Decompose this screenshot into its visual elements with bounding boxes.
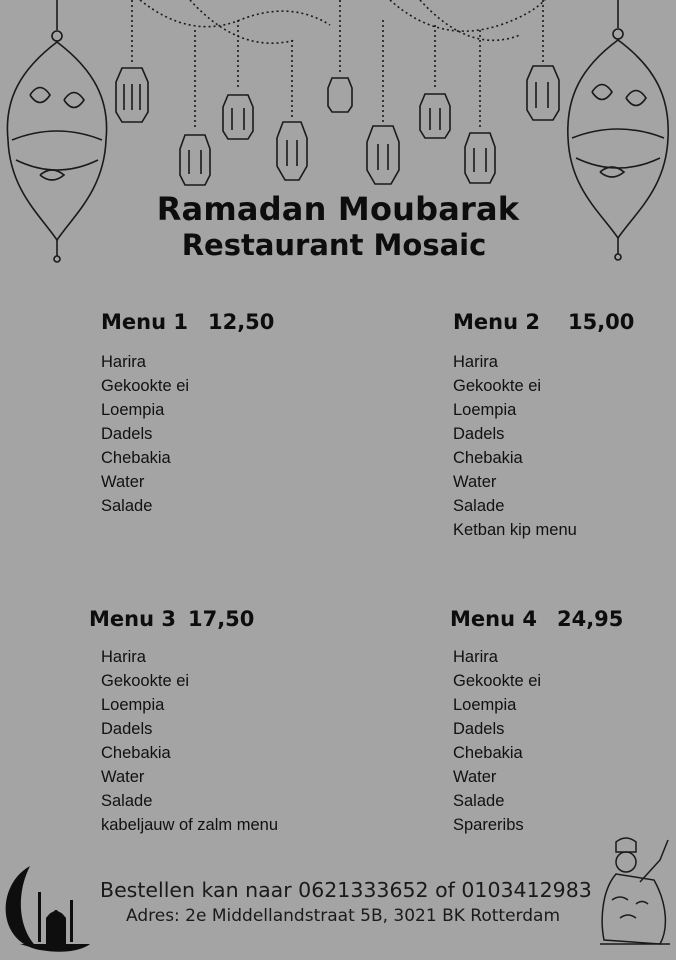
list-item: Gekookte ei	[101, 672, 190, 690]
menu-1-price: 12,50	[207, 310, 275, 334]
list-item: Salade	[101, 497, 153, 515]
list-item: Loempia	[101, 401, 165, 419]
menu-2-header	[453, 310, 634, 334]
list-item: Ketban kip menu	[453, 521, 577, 539]
list-item: Gekookte ei	[101, 377, 190, 395]
list-item: Harira	[101, 353, 146, 371]
menu-1-items	[101, 350, 189, 518]
menu-4-price: 24,95	[556, 607, 624, 631]
restaurant-name: Restaurant Mosaic	[181, 228, 487, 262]
list-item: Chebakia	[101, 449, 171, 467]
list-item: Dadels	[101, 425, 153, 443]
list-item: Spareribs	[453, 816, 524, 834]
list-item: Loempia	[453, 696, 517, 714]
list-item: kabeljauw of zalm menu	[101, 816, 279, 834]
list-item: Harira	[453, 648, 498, 666]
menu-3-items	[101, 645, 278, 837]
list-item: Salade	[453, 792, 505, 810]
lantern-chains	[132, 0, 545, 130]
menu-2-items	[453, 350, 577, 542]
list-item: Dadels	[453, 720, 505, 738]
list-item: Water	[453, 473, 497, 491]
list-item: Loempia	[101, 696, 165, 714]
list-item: Salade	[453, 497, 505, 515]
address-line: Adres: 2e Middellandstraat 5B, 3021 BK Rotterdam	[126, 906, 561, 926]
menu-3-header	[89, 607, 254, 631]
list-item: Dadels	[101, 720, 153, 738]
list-item: Dadels	[453, 425, 505, 443]
list-item: Harira	[101, 648, 146, 666]
praying-man-icon	[600, 838, 670, 944]
menu-2-price: 15,00	[567, 310, 635, 334]
list-item: Chebakia	[453, 744, 523, 762]
hanging-lantern-icon	[116, 66, 559, 185]
list-item: Chebakia	[453, 449, 523, 467]
list-item: Water	[101, 768, 145, 786]
order-phone-line: Bestellen kan naar 0621333652 of 0103412983	[100, 878, 592, 902]
mosque-crescent-icon	[6, 866, 90, 952]
list-item: Water	[453, 768, 497, 786]
menu-4-items	[453, 645, 541, 837]
menu-2-name: Menu 2	[453, 310, 540, 334]
list-item: Harira	[453, 353, 498, 371]
menu-4-header	[450, 607, 623, 631]
menu-1-header	[101, 310, 274, 334]
menu-4-name: Menu 4	[450, 607, 537, 631]
list-item: Salade	[101, 792, 153, 810]
list-item: Gekookte ei	[453, 672, 542, 690]
page-title: Ramadan Moubarak	[156, 190, 520, 228]
menu-3-name: Menu 3	[89, 607, 176, 631]
list-item: Gekookte ei	[453, 377, 542, 395]
menu-3-price: 17,50	[187, 607, 255, 631]
list-item: Water	[101, 473, 145, 491]
list-item: Chebakia	[101, 744, 171, 762]
menu-1-name: Menu 1	[101, 310, 188, 334]
list-item: Loempia	[453, 401, 517, 419]
